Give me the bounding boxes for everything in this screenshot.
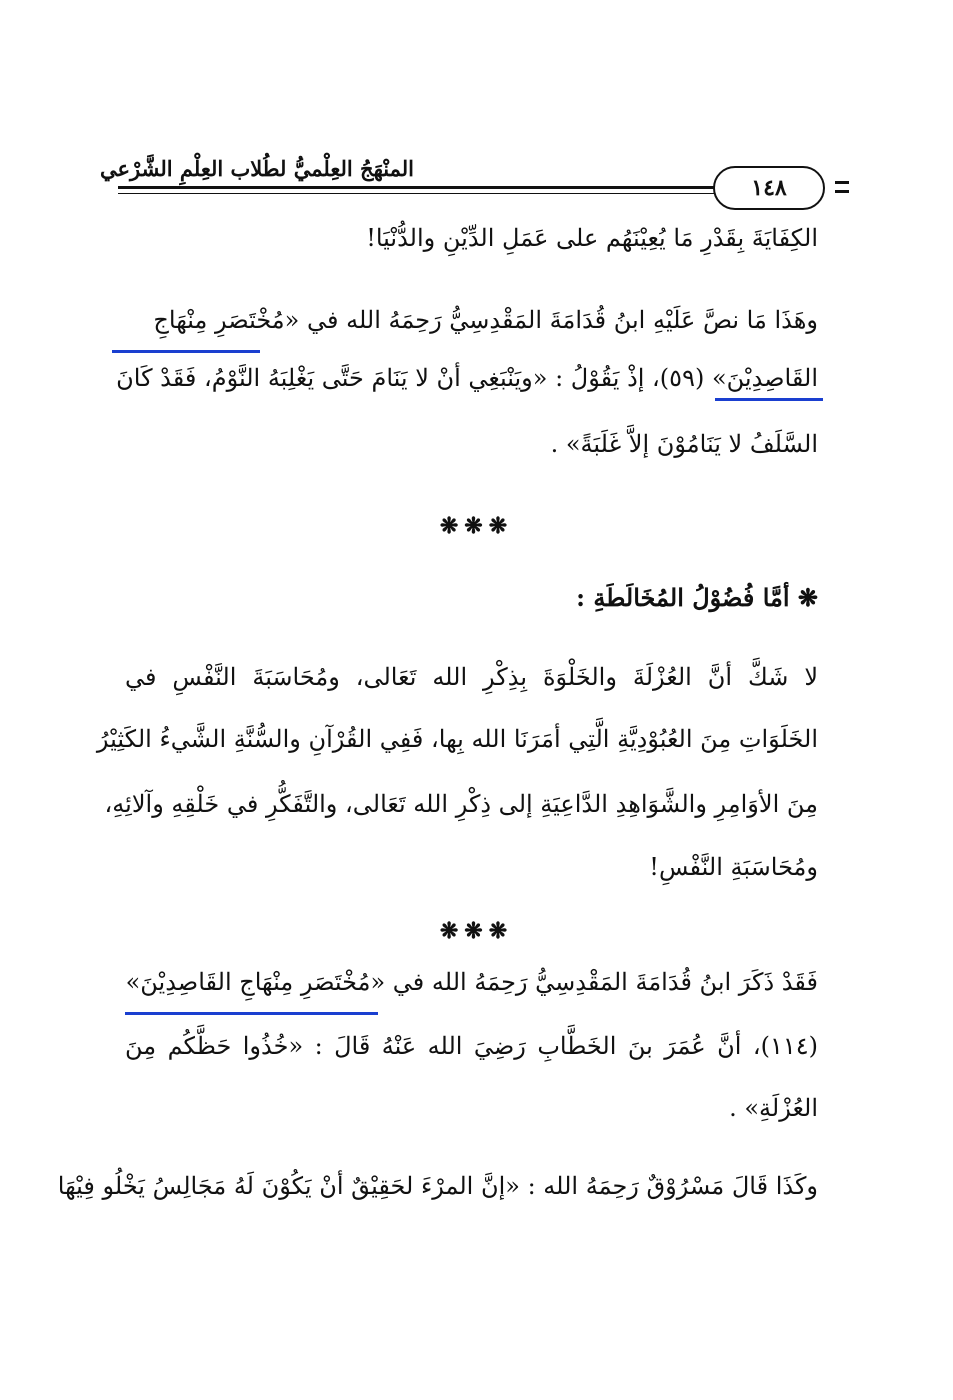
text-line: العُزْلَةِ» . [729,1094,818,1122]
citation-underline [125,1012,378,1015]
section-heading: ❋ أمَّا فُضُوْلُ المُخَالَطَةِ : [576,583,818,612]
citation-underline [715,398,823,401]
page-header [100,150,825,201]
text-line: مِنَ الأوَامِرِ والشَّوَاهِدِ الدَّاعِيَةِ إلى ذِكْرِ الله تَعَالى، والتَّفَكُّرِ في خَلْقِهِ وآلائِهِ، [104,790,818,818]
text-line: (١١٤)، أنَّ عُمَرَ بنَ الخَطَّابِ رَضِيَ الله عَنْهُ قَالَ : «خُذُوا حَظَّكُم مِنَ [125,1032,818,1060]
text-line: ومُحَاسَبَةِ النَّفْسِ! [649,853,818,881]
text-line: السَّلَفُ لا يَنَامُوْنَ إلاَّ غَلَبَةً» . [550,430,818,458]
text-line: فَقَدْ ذَكَرَ ابنُ قُدَامَةَ المَقْدِسِيُّ رَحِمَهُ الله في «مُخْتَصَرِ مِنْهَاجِ القَاصِدِيْنَ» [125,968,818,996]
citation-underline [112,350,260,353]
section-separator: ❋❋❋ [439,513,514,539]
text-line: وكَذَا قَالَ مَسْرُوْقٌ رَحِمَهُ الله : «إنَّ المرْءَ لحَقِيْقٌ أنْ يَكُوْنَ لَهُ مَجَالِسُ يَخْلُو فِيْهَا [57,1172,818,1200]
header-rule-thin [118,193,730,194]
header-rule [118,186,730,189]
text-line: القَاصِدِيْنَ» (٥٩)، إذْ يَقُوْلُ : «ويَنْبَغِي أنْ لا يَنَامَ حَتَّى يَغْلِبَهُ النَّوْمُ، فَقَدْ كَانَ [116,364,818,392]
section-separator: ❋❋❋ [439,918,514,944]
header-rule-stub [835,181,849,184]
page-number-badge: ١٤٨ [713,166,825,210]
running-title: المنْهَجُ العِلْميُّ لطُلاب العِلْمِ الشَّرْعي [100,156,414,181]
text-line: الخَلَوَاتِ مِنَ العُبُوْدِيَّةِ الَّتِي أمَرَنَا الله بِها، فَفِي القُرْآنِ والسُّنَّةِ الشَّيءُ الكَثِيْرُ [96,725,818,753]
text-line: لا شَكَّ أنَّ العُزْلَةَ والخَلْوَةَ بِذِكْرِ الله تَعَالى، ومُحَاسَبَةَ النَّفْسِ في [125,663,818,691]
header-rule-stub [835,190,849,193]
text-line: الكِفَايَةَ بِقَدْرِ مَا يُعِيْنَهُم على عَمَلِ الدِّيْنِ والدُّنْيَا! [366,224,818,252]
text-line: وهَذَا مَا نصَّ عَلَيْهِ ابنُ قُدَامَةَ المَقْدِسِيُّ رَحِمَهُ الله في «مُخْتَصَرِ مِنْهَاجِ [153,306,818,334]
